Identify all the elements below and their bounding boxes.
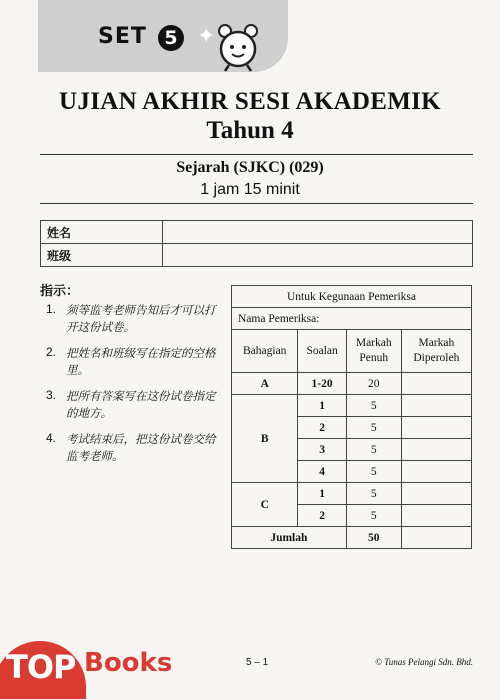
section-a: A [232,373,298,395]
total-label: Jumlah [232,527,347,549]
examiner-heading: Untuk Kegunaan Pemeriksa [232,286,472,308]
instructions-heading: 指示： [40,284,80,299]
topbooks-logo-books: Books [84,648,173,678]
diperoleh-cell[interactable] [401,439,471,461]
soalan-cell: 1 [298,395,346,417]
instruction-number: 3. [46,388,57,402]
section-c: C [232,483,298,527]
col-markah-diperoleh: Markah Diperoleh [401,330,471,373]
examiner-table [231,285,472,549]
page-number: 5 – 1 [246,657,269,668]
name-field[interactable] [163,221,473,244]
topbooks-logo-top: TOP [6,648,76,686]
instruction-number: 1. [46,302,57,316]
instruction-text: 须等监考老师告知后才可以打开这份试卷。 [66,303,216,334]
markah-cell: 5 [346,417,401,439]
soalan-cell: 2 [298,505,346,527]
diperoleh-cell[interactable] [401,483,471,505]
set-label: SET [98,24,147,49]
soalan-cell: 4 [298,461,346,483]
instruction-text: 把所有答案写在这份试卷指定的地方。 [66,389,216,420]
table-row [232,373,472,395]
instruction-item [40,302,226,336]
student-info-table [40,220,473,267]
markah-cell: 20 [346,373,401,395]
markah-cell: 5 [346,461,401,483]
instructions-list [40,302,226,474]
total-value: 50 [346,527,401,549]
instruction-item [40,388,226,422]
col-markah-penuh: Markah Penuh [346,330,401,373]
set-number-badge: 5 [158,25,184,51]
instruction-text: 考试结束后，把这份试卷交给监考老师。 [66,432,216,463]
diperoleh-cell[interactable] [401,417,471,439]
diperoleh-cell[interactable] [401,395,471,417]
copyright: © Tunas Pelangi Sdn. Bhd. [375,657,473,667]
diperoleh-cell[interactable] [401,461,471,483]
soalan-cell: 2 [298,417,346,439]
exam-duration: 1 jam 15 minit [200,181,300,198]
soalan-cell: 1-20 [298,373,346,395]
diperoleh-cell[interactable] [401,373,471,395]
instruction-item [40,345,226,379]
markah-cell: 5 [346,483,401,505]
divider [40,154,473,155]
instruction-text: 把姓名和班级写在指定的空格里。 [66,346,216,377]
markah-cell: 5 [346,395,401,417]
table-row [232,483,472,505]
exam-year: Tahun 4 [206,117,294,144]
total-diperoleh-cell[interactable] [401,527,471,549]
name-label: 姓名 [41,221,163,244]
class-field[interactable] [163,244,473,267]
table-row [232,395,472,417]
soalan-cell: 3 [298,439,346,461]
instruction-item [40,431,226,465]
subject-title: Sejarah (SJKC) (029) [176,159,324,176]
col-bahagian: Bahagian [232,330,298,373]
examiner-name-label: Nama Pemeriksa: [232,308,472,330]
class-label: 班级 [41,244,163,267]
sparkle-icon: ✦ [197,24,216,49]
table-row [232,527,472,549]
section-b: B [232,395,298,483]
soalan-cell: 1 [298,483,346,505]
instruction-number: 2. [46,345,57,359]
divider [40,203,473,204]
instruction-number: 4. [46,431,57,445]
markah-cell: 5 [346,439,401,461]
diperoleh-cell[interactable] [401,505,471,527]
col-soalan: Soalan [298,330,346,373]
markah-cell: 5 [346,505,401,527]
exam-title: UJIAN AKHIR SESI AKADEMIK [59,88,441,115]
alarm-clock-icon [215,22,261,72]
